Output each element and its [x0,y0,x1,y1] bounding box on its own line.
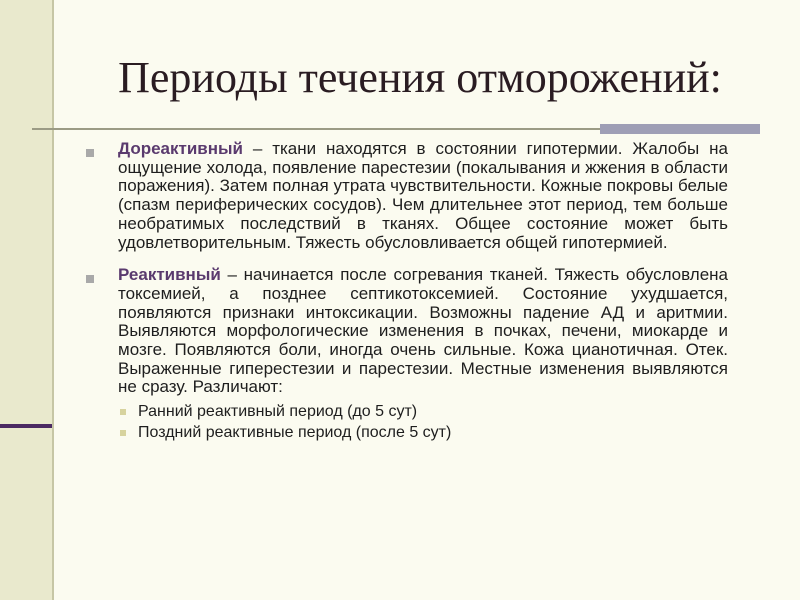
term-reactive: Реактивный [118,265,221,285]
slide-content [86,140,728,457]
bullet-prereactive-text: – ткани находятся в состоянии гипотермии. Жалобы на ощущение холода, появление парестезии (покалывания и жжения в области поражения). Затем полная утрата чувствительности. Кожные покровы белые (спазм периферических сосудов). Чем длительнее этот период, тем больше необратимых последствий в тканях. Общее состояние может быть удовлетворительным. Тяжесть обусловливается общей гипотермией. [118,139,728,252]
sub-bullet-late-reactive [118,422,728,443]
left-accent-bar [0,424,52,428]
left-decor-band [0,0,52,600]
bullet-reactive-text: – начинается после согревания тканей. Тяжесть обусловлена токсемией, а позднее септикотоксемией. Состояние ухудшается, появляются признаки интоксикации. Возможны падение АД и аритмии. Выявляются морфологические изменения в почках, печени, миокарде и мозге. Появляются боли, иногда очень сильные. Кожа цианотичная. Отек. Выраженные гиперестезии и парестезии. Местные изменения выявляются не сразу. Различают: [118,265,728,397]
sub-bullet-early-text: Ранний реактивный период (до 5 сут) [138,403,418,421]
sub-bullet-late-text: Поздний реактивные период (после 5 сут) [138,424,452,442]
sub-bullet-square-icon [120,430,126,436]
left-decor-line [52,0,54,428]
title-accent-block [600,124,760,134]
sub-bullet-early-reactive [118,401,728,422]
bullet-reactive [86,266,728,443]
bullet-prereactive [86,140,728,252]
bullet-square-icon [86,275,94,283]
bullet-square-icon [86,149,94,157]
slide-title: Периоды течения отморожений: [118,53,722,102]
term-prereactive: Дореактивный [118,139,243,158]
sub-bullet-square-icon [120,409,126,415]
left-decor-line-lower [52,428,54,600]
sub-bullet-list [118,401,728,443]
title-divider [32,128,600,130]
